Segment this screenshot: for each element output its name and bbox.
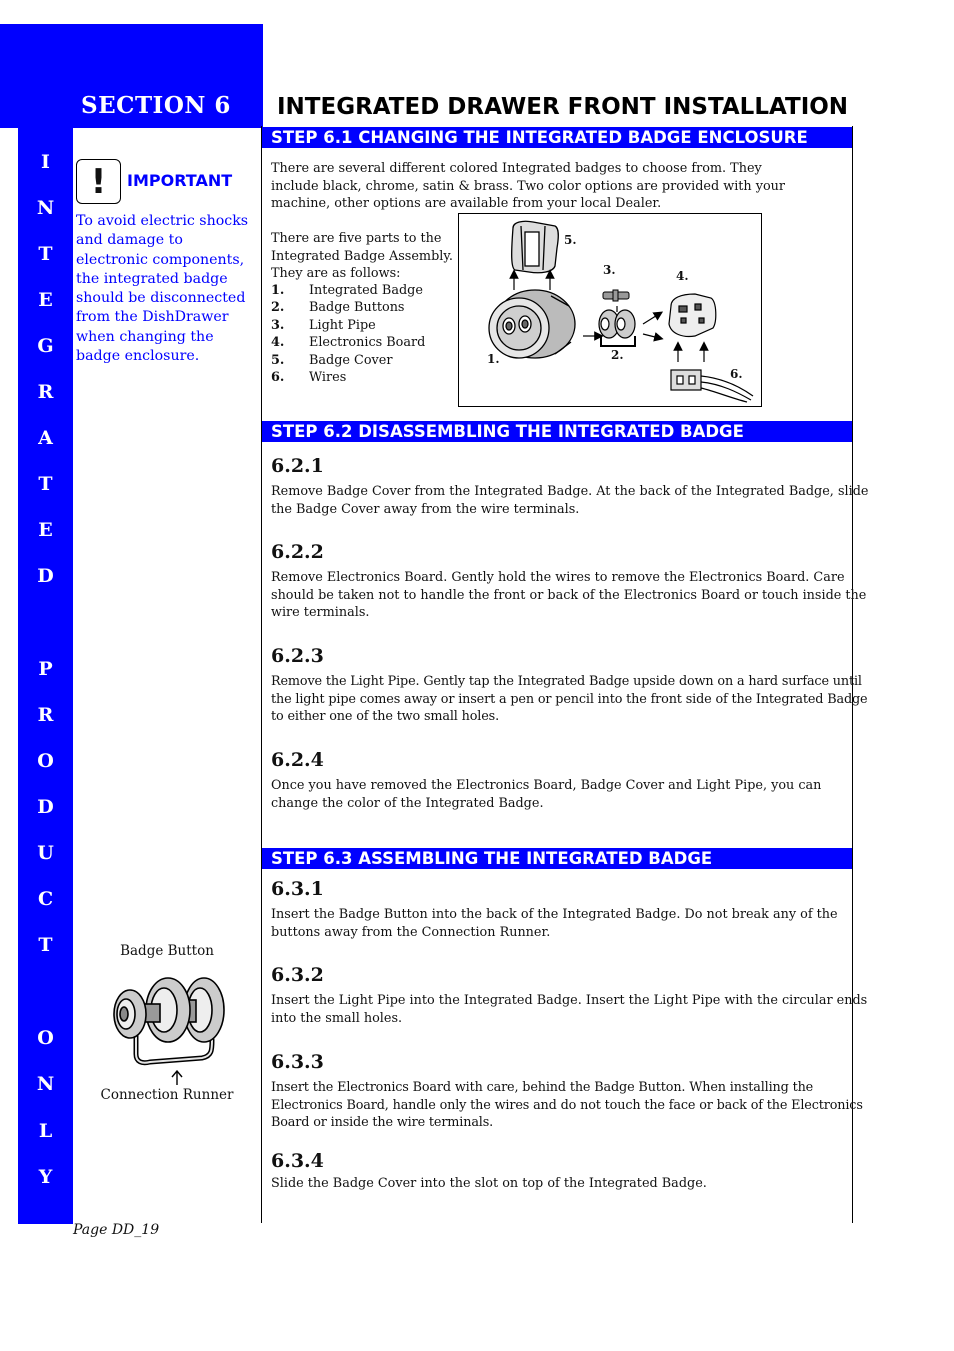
list-item <box>271 369 425 386</box>
text-line: Remove the Light Pipe. Gently tap the Integrated Badge upside down on a hard surface until <box>271 674 862 689</box>
important-label: IMPORTANT <box>127 171 233 190</box>
parts-intro-line: There are five parts to the <box>271 231 442 246</box>
text-line: change the color of the Integrated Badge. <box>271 795 544 811</box>
part-name: Light Pipe <box>309 317 376 333</box>
step-text <box>271 777 821 812</box>
parts-intro <box>271 230 453 283</box>
step-number: 6.3.3 <box>271 1051 324 1073</box>
badge-button-label: Badge Button <box>120 943 214 959</box>
intro-line: include black, chrome, satin & brass. Two color options are provided with your <box>271 178 786 194</box>
step-6-3-header: STEP 6.3 ASSEMBLING THE INTEGRATED BADGE <box>262 848 852 869</box>
text-line: Slide the Badge Cover into the slot on top of the Integrated Badge. <box>271 1176 707 1191</box>
side-letter: E <box>38 289 53 311</box>
step-number: 6.3.1 <box>271 878 324 900</box>
connection-runner-label: Connection Runner <box>100 1087 234 1103</box>
intro-line: machine, other options are available from your local Dealer. <box>271 196 662 211</box>
badge-assembly-diagram <box>458 213 762 407</box>
text-line: Insert the Electronics Board with care, behind the Badge Button. When installing the <box>271 1080 814 1095</box>
part-number: 2. <box>271 300 285 316</box>
list-item <box>271 317 425 334</box>
badge-buttons-shape <box>599 310 635 346</box>
side-letter: A <box>38 427 53 449</box>
list-item <box>271 334 425 351</box>
step-number: 6.2.4 <box>271 749 324 771</box>
list-item <box>271 352 425 369</box>
diagram-label-5: 5. <box>564 233 577 247</box>
side-letter: R <box>37 704 54 726</box>
text-line: Board or inside the wire terminals. <box>271 1115 494 1130</box>
text-line: Remove Badge Cover from the Integrated Badge. At the back of the Integrated Badge, slide <box>271 484 869 499</box>
diagram-label-3: 3. <box>603 263 616 277</box>
text-line: Remove Electronics Board. Gently hold the wires to remove the Electronics Board. Care <box>271 570 845 585</box>
step-number: 6.2.2 <box>271 541 324 563</box>
side-letter: R <box>37 381 54 403</box>
step-text <box>271 673 867 726</box>
side-letter: D <box>37 796 54 818</box>
step-text <box>271 569 866 622</box>
step-text <box>271 483 868 518</box>
part-number: 5. <box>271 352 285 368</box>
warning-icon: ! <box>76 159 121 204</box>
text-line: to either one of the two small holes. <box>271 709 499 724</box>
arrow-up-icon <box>170 1070 184 1086</box>
parts-intro-line: Integrated Badge Assembly. <box>271 248 453 264</box>
badge-cover-shape <box>512 221 559 273</box>
part-number: 3. <box>271 317 285 333</box>
side-letter: T <box>38 934 53 956</box>
part-name: Integrated Badge <box>309 283 423 298</box>
page-number: Page DD_19 <box>73 1222 160 1238</box>
side-letter: C <box>37 888 54 910</box>
step-number: 6.2.1 <box>271 455 324 477</box>
parts-list <box>271 282 425 386</box>
step-6-1-intro <box>271 160 785 213</box>
step-6-1-header: STEP 6.1 CHANGING THE INTEGRATED BADGE ENCLOSURE <box>262 127 852 148</box>
side-letter: I <box>41 151 50 173</box>
text-line: the Badge Cover away from the wire terminals. <box>271 501 580 517</box>
side-letter: E <box>38 519 53 541</box>
section-label: SECTION 6 <box>81 92 231 119</box>
badge-button-illustration <box>108 970 230 1076</box>
text-line: Insert the Light Pipe into the Integrated Badge. Insert the Light Pipe with the circular ends <box>271 993 868 1008</box>
step-text <box>271 1175 707 1193</box>
step-text <box>271 906 838 941</box>
diagram-label-6: 6. <box>730 367 743 381</box>
text-line: Once you have removed the Electronics Board, Badge Cover and Light Pipe, you can <box>271 778 822 793</box>
step-text <box>271 992 867 1027</box>
side-letter: O <box>37 1027 54 1049</box>
light-pipe-shape <box>603 290 629 301</box>
step-number: 6.3.4 <box>271 1150 324 1172</box>
side-letter: N <box>36 197 55 219</box>
diagram-label-4: 4. <box>676 269 689 283</box>
electronics-board-shape <box>669 294 716 337</box>
side-letter: N <box>36 1073 55 1095</box>
page-title: INTEGRATED DRAWER FRONT INSTALLATION <box>277 94 849 120</box>
side-letter: P <box>38 658 53 680</box>
badge-exploded-illustration <box>459 214 761 406</box>
diagram-label-1: 1. <box>487 352 500 366</box>
part-number: 6. <box>271 370 285 386</box>
text-line: Insert the Badge Button into the back of the Integrated Badge. Do not break any of the <box>271 907 838 922</box>
step-text <box>271 1079 863 1132</box>
diagram-label-2: 2. <box>611 348 624 362</box>
list-item <box>271 299 425 316</box>
text-line: into the small holes. <box>271 1010 403 1026</box>
text-line: Electronics Board, handle only the wires and do not touch the face or back of the Electronics <box>271 1097 863 1113</box>
integrated-badge-shape <box>489 290 575 358</box>
intro-line: There are several different colored Integrated badges to choose from. They <box>271 161 762 176</box>
parts-intro-line: They are as follows: <box>271 266 401 281</box>
step-6-2-header: STEP 6.2 DISASSEMBLING THE INTEGRATED BADGE <box>262 421 852 442</box>
side-letter: U <box>37 842 54 864</box>
side-letter: T <box>38 473 53 495</box>
side-letter: L <box>38 1120 53 1142</box>
part-name: Badge Buttons <box>309 300 405 316</box>
step-number: 6.2.3 <box>271 645 324 667</box>
column-divider <box>261 126 262 1223</box>
text-line: buttons away from the Connection Runner. <box>271 924 551 940</box>
step-number: 6.3.2 <box>271 964 324 986</box>
list-item <box>271 282 425 299</box>
part-name: Electronics Board <box>309 335 426 351</box>
side-letter: T <box>38 243 53 265</box>
side-letter: G <box>37 335 54 357</box>
text-line: wire terminals. <box>271 605 370 620</box>
side-letter: Y <box>38 1166 53 1188</box>
part-number: 4. <box>271 335 285 351</box>
side-letter: O <box>37 750 54 772</box>
text-line: the light pipe comes away or insert a pen or pencil into the front side of the Integrated Badge <box>271 691 868 707</box>
part-number: 1. <box>271 283 285 298</box>
part-name: Badge Cover <box>309 352 393 368</box>
part-name: Wires <box>309 370 347 386</box>
text-line: should be taken not to handle the front or back of the Electronics Board or touch inside the <box>271 587 867 603</box>
important-text: To avoid electric shocks and damage to electronic components, the integrated badge should be disconnected from the DishDrawer when changing the badge enclosure. <box>76 213 249 365</box>
side-letter: D <box>37 565 54 587</box>
